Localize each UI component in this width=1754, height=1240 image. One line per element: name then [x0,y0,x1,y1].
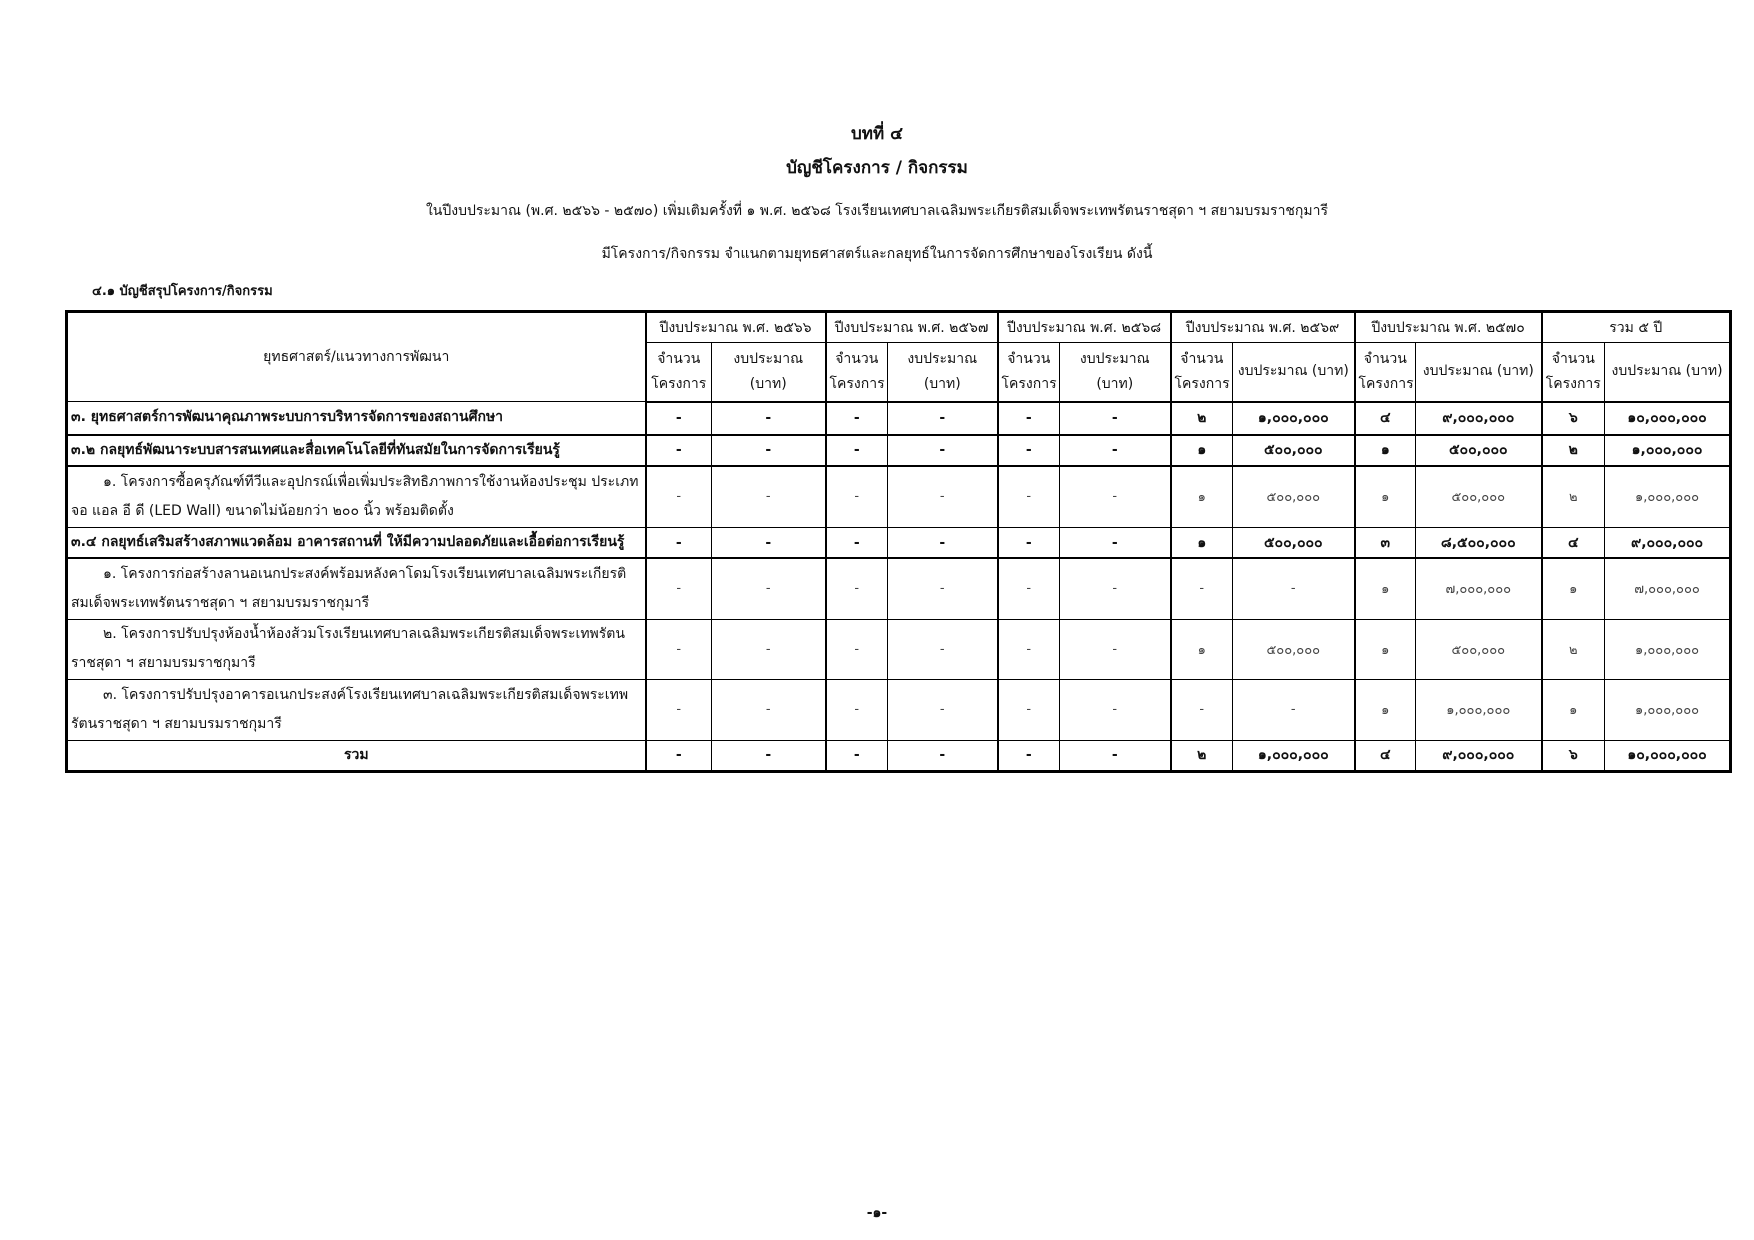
budget-cell: ๕๐๐,๐๐๐ [1233,528,1355,559]
count-cell: - [998,402,1060,435]
count-header: จำนวน โครงการ [1355,343,1416,402]
budget-cell: - [1060,402,1171,435]
count-cell: - [826,679,888,740]
count-cell: - [646,402,712,435]
budget-cell: - [712,740,826,771]
budget-cell: ๗,๐๐๐,๐๐๐ [1605,558,1731,619]
budget-cell: - [712,402,826,435]
chapter-heading: บทที่ ๔ [851,124,903,144]
count-cell: - [646,528,712,559]
budget-cell: - [888,679,998,740]
count-cell: - [826,619,888,679]
count-cell: - [646,619,712,679]
row-label [67,679,646,740]
budget-header: งบประมาณ (บาท) [712,343,826,402]
budget-header: งบประมาณ (บาท) [1060,343,1171,402]
table-row [67,558,1731,619]
count-cell: - [646,679,712,740]
table-row [67,402,1731,435]
table-row [67,528,1731,559]
budget-cell: ๙,๐๐๐,๐๐๐ [1416,402,1542,435]
row-label-text: ๑. โครงการก่อสร้างลานอเนกประสงค์พร้อมหลังคาโดมโรงเรียนเทศบาลเฉลิมพระเกียรติสมเด็จพระเทพรัตนราชสุดา ฯ สยามบรมราชกุมารี [71,565,627,611]
table-row [67,435,1731,466]
budget-cell: - [712,435,826,466]
row-label-text: ๓. ยุทธศาสตร์การพัฒนาคุณภาพระบบการบริหารจัดการของสถานศึกษา [71,409,504,426]
year-header: ปีงบประมาณ พ.ศ. ๒๕๖๙ [1171,312,1355,343]
budget-cell: ๑,๐๐๐,๐๐๐ [1605,679,1731,740]
row-label-text: ๒. โครงการปรับปรุงห้องน้ำห้องส้วมโรงเรียนเทศบาลเฉลิมพระเกียรติสมเด็จพระเทพรัตนราชสุดา ฯ สยามบรมราชกุมารี [71,626,625,671]
count-cell: ๑ [1171,528,1233,559]
count-cell: - [826,558,888,619]
count-cell: ๒ [1171,740,1233,771]
count-header: จำนวน โครงการ [646,343,712,402]
count-cell: ๒ [1542,619,1605,679]
count-cell: ๔ [1355,740,1416,771]
row-label-text: รวม [343,746,369,763]
count-cell: ๒ [1542,435,1605,466]
budget-cell: - [1060,466,1171,528]
year-header: ปีงบประมาณ พ.ศ. ๒๕๖๖ [646,312,826,343]
budget-cell: ๕๐๐,๐๐๐ [1416,619,1542,679]
row-label [67,740,646,771]
budget-cell: - [888,528,998,559]
count-cell: ๑ [1355,679,1416,740]
row-label [67,558,646,619]
budget-cell: - [1233,558,1355,619]
count-cell: ๑ [1355,466,1416,528]
section-heading: ๔.๑ บัญชีสรุปโครงการ/กิจกรรม [92,284,273,299]
budget-cell: ๑,๐๐๐,๐๐๐ [1605,619,1731,679]
intro-line-1: ในปีงบประมาณ (พ.ศ. ๒๕๖๖ - ๒๕๗๐) เพิ่มเติมครั้งที่ ๑ พ.ศ. ๒๕๖๘ โรงเรียนเทศบาลเฉลิมพระเกียรติสมเด็จพระเทพรัตนราชสุดา ฯ สยามบรมราชกุมารี [425,203,1329,219]
count-cell: ๑ [1171,619,1233,679]
table-row [67,619,1731,679]
count-cell: ๑ [1355,619,1416,679]
count-cell: - [1171,558,1233,619]
row-label-text: ๓. โครงการปรับปรุงอาคารอเนกประสงค์โรงเรียนเทศบาลเฉลิมพระเกียรติสมเด็จพระเทพรัตนราชสุดา ฯ สยามบรมราชกุมารี [71,686,629,732]
count-cell: - [998,435,1060,466]
count-cell: - [826,528,888,559]
count-cell: - [998,619,1060,679]
budget-header: งบประมาณ (บาท) [1416,343,1542,402]
project-summary-table [65,310,1732,773]
budget-header: งบประมาณ (บาท) [888,343,998,402]
count-header: จำนวน โครงการ [998,343,1060,402]
budget-cell: - [888,435,998,466]
budget-cell: - [888,740,998,771]
count-cell: - [646,435,712,466]
count-header: จำนวน โครงการ [826,343,888,402]
budget-cell: - [712,679,826,740]
row-label [67,466,646,528]
budget-cell: ๕๐๐,๐๐๐ [1233,435,1355,466]
count-cell: ๔ [1542,528,1605,559]
count-cell: ๑ [1542,679,1605,740]
budget-cell: ๕๐๐,๐๐๐ [1233,466,1355,528]
budget-cell: - [1060,528,1171,559]
year-header: ปีงบประมาณ พ.ศ. ๒๕๗๐ [1355,312,1542,343]
row-label-text: ๓.๒ กลยุทธ์พัฒนาระบบสารสนเทศและสื่อเทคโนโลยีที่ทันสมัยในการจัดการเรียนรู้ [71,441,560,458]
document-title: บัญชีโครงการ / กิจกรรม [786,158,968,178]
count-cell: ๑ [1171,435,1233,466]
count-cell: - [998,740,1060,771]
budget-cell: - [712,528,826,559]
budget-cell: ๕๐๐,๐๐๐ [1416,435,1542,466]
budget-cell: - [712,466,826,528]
intro-line-2: มีโครงการ/กิจกรรม จำแนกตามยุทธศาสตร์และกลยุทธ์ในการจัดการศึกษาของโรงเรียน ดังนี้ [601,246,1153,262]
row-label [67,402,646,435]
count-cell: - [998,558,1060,619]
budget-cell: - [712,619,826,679]
count-cell: - [826,435,888,466]
table-row [67,679,1731,740]
count-cell: - [1171,679,1233,740]
count-cell: ๔ [1355,402,1416,435]
year-header: ปีงบประมาณ พ.ศ. ๒๕๖๘ [998,312,1171,343]
budget-cell: ๑๐,๐๐๐,๐๐๐ [1605,740,1731,771]
count-cell: - [998,466,1060,528]
budget-cell: - [712,558,826,619]
table-row [67,740,1731,771]
budget-cell: ๕๐๐,๐๐๐ [1416,466,1542,528]
count-cell: ๒ [1542,466,1605,528]
count-cell: ๖ [1542,402,1605,435]
budget-cell: ๙,๐๐๐,๐๐๐ [1416,740,1542,771]
count-cell: ๑ [1171,466,1233,528]
count-cell: ๑ [1542,558,1605,619]
budget-cell: ๑,๐๐๐,๐๐๐ [1233,402,1355,435]
budget-cell: - [1060,740,1171,771]
budget-cell: ๑๐,๐๐๐,๐๐๐ [1605,402,1731,435]
budget-cell: - [1233,679,1355,740]
row-label-text: ๑. โครงการซื้อครุภัณฑ์ทีวีและอุปกรณ์เพื่อเพิ่มประสิทธิภาพการใช้งานห้องประชุม ประเภทจอ แอล อี ดี (LED Wall) ขนาดไม่น้อยกว่า ๒๐๐ นิ้ว พร้อมติดตั้ง [71,473,639,519]
count-cell: - [646,466,712,528]
page-number: -๑- [866,1205,888,1221]
count-cell: - [998,679,1060,740]
budget-cell: - [1060,435,1171,466]
budget-cell: - [888,466,998,528]
budget-cell: - [1060,679,1171,740]
count-cell: ๑ [1355,435,1416,466]
budget-cell: ๑,๐๐๐,๐๐๐ [1605,466,1731,528]
budget-cell: ๗,๐๐๐,๐๐๐ [1416,558,1542,619]
budget-cell: - [888,402,998,435]
budget-cell: - [1060,619,1171,679]
budget-cell: ๑,๐๐๐,๐๐๐ [1233,740,1355,771]
table-row [67,466,1731,528]
year-header: รวม ๕ ปี [1542,312,1731,343]
row-label [67,528,646,559]
row-label-text: ๓.๔ กลยุทธ์เสริมสร้างสภาพแวดล้อม อาคารสถานที่ ให้มีความปลอดภัยและเอื้อต่อการเรียนรู้ [71,534,625,550]
budget-cell: ๑,๐๐๐,๐๐๐ [1605,435,1731,466]
budget-cell: ๑,๐๐๐,๐๐๐ [1416,679,1542,740]
count-cell: ๑ [1355,558,1416,619]
count-cell: ๒ [1171,402,1233,435]
count-cell: - [826,466,888,528]
budget-cell: ๕๐๐,๐๐๐ [1233,619,1355,679]
strategy-header: ยุทธศาสตร์/แนวทางการพัฒนา [67,312,646,402]
count-cell: - [826,402,888,435]
budget-cell: - [888,619,998,679]
count-cell: - [998,528,1060,559]
budget-header: งบประมาณ (บาท) [1233,343,1355,402]
year-header: ปีงบประมาณ พ.ศ. ๒๕๖๗ [826,312,998,343]
budget-header: งบประมาณ (บาท) [1605,343,1731,402]
budget-cell: ๙,๐๐๐,๐๐๐ [1605,528,1731,559]
budget-cell: - [888,558,998,619]
row-label [67,435,646,466]
count-header: จำนวน โครงการ [1542,343,1605,402]
count-cell: ๓ [1355,528,1416,559]
count-header: จำนวน โครงการ [1171,343,1233,402]
count-cell: - [826,740,888,771]
row-label [67,619,646,679]
count-cell: - [646,558,712,619]
budget-cell: - [1060,558,1171,619]
count-cell: ๖ [1542,740,1605,771]
count-cell: - [646,740,712,771]
budget-cell: ๘,๕๐๐,๐๐๐ [1416,528,1542,559]
